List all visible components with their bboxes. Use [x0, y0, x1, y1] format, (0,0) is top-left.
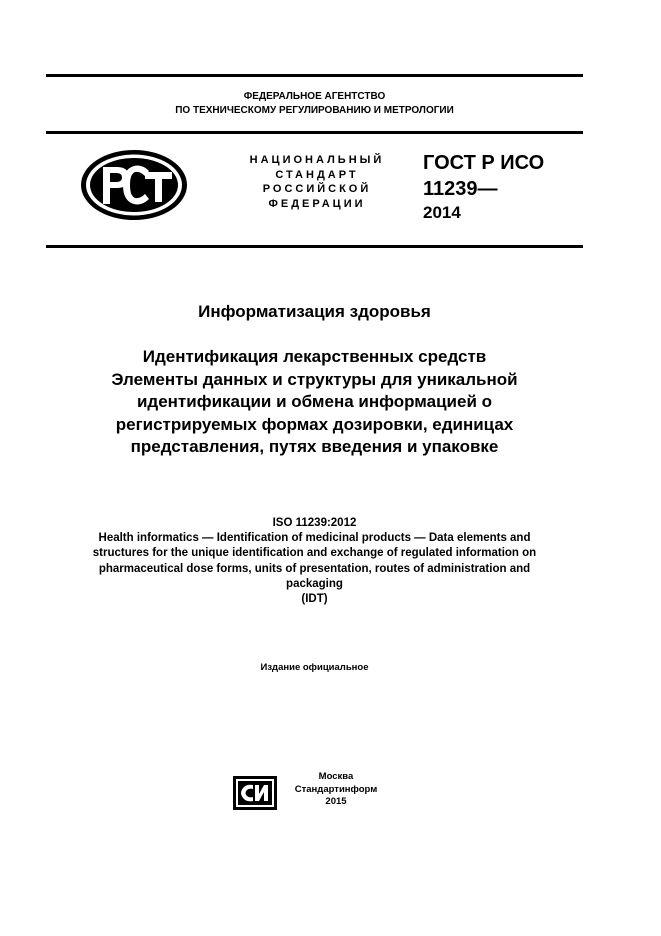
header-rule	[46, 131, 583, 134]
top-rule	[46, 74, 583, 77]
national-line-1: НАЦИОНАЛЬНЫЙ	[249, 154, 385, 166]
publisher-name: Стандартинформ	[294, 783, 378, 795]
national-standard-label	[224, 153, 410, 211]
standard-designation	[423, 150, 583, 224]
document-title: Информатизация здоровья	[198, 302, 431, 321]
iso-line-1: ISO 11239:2012	[272, 517, 357, 529]
gost-r-logo-icon	[79, 148, 189, 222]
subtitle-line-3: идентификации и обмена информацией о	[136, 392, 493, 411]
national-line-3: РОССИЙСКОЙ	[262, 183, 372, 195]
designation-line-2: 11239—	[423, 178, 498, 200]
standard-block-rule	[46, 245, 583, 248]
agency-line-2: ПО ТЕХНИЧЕСКОМУ РЕГУЛИРОВАНИЮ И МЕТРОЛОГИИ	[175, 105, 454, 116]
publisher-info	[284, 771, 388, 809]
standartinform-logo-icon	[233, 776, 277, 810]
publisher-city: Москва	[318, 771, 354, 782]
document-subtitle	[46, 346, 583, 459]
iso-line-2: Health informatics — Identification of medicinal products — Data elements and	[98, 532, 531, 545]
iso-line-4: pharmaceutical dose forms, units of presentation, routes of administration and	[98, 562, 531, 575]
subtitle-line-2: Элементы данных и структуры для уникальной	[111, 369, 518, 389]
agency-line-1: ФЕДЕРАЛЬНОЕ АГЕНТСТВО	[243, 91, 386, 102]
edition-label: Издание официальное	[260, 662, 369, 673]
iso-line-3: structures for the unique identification and exchange of regulated information on	[92, 547, 537, 560]
iso-line-6: (IDT)	[301, 593, 328, 606]
iso-reference	[36, 516, 593, 607]
designation-line-1: ГОСТ Р ИСО	[423, 152, 545, 174]
subtitle-line-4: регистрируемых формах дозировки, единицах	[115, 414, 514, 434]
national-line-4: ФЕДЕРАЦИИ	[268, 197, 366, 210]
national-line-2: СТАНДАРТ	[275, 168, 359, 181]
designation-year: 2014	[423, 203, 461, 222]
subtitle-line-1: Идентификация лекарственных средств	[142, 347, 487, 366]
subtitle-line-5: представления, путях введения и упаковке	[130, 437, 499, 456]
publisher-year: 2015	[325, 796, 347, 807]
iso-line-5: packaging	[286, 577, 343, 590]
agency-header	[46, 90, 583, 118]
